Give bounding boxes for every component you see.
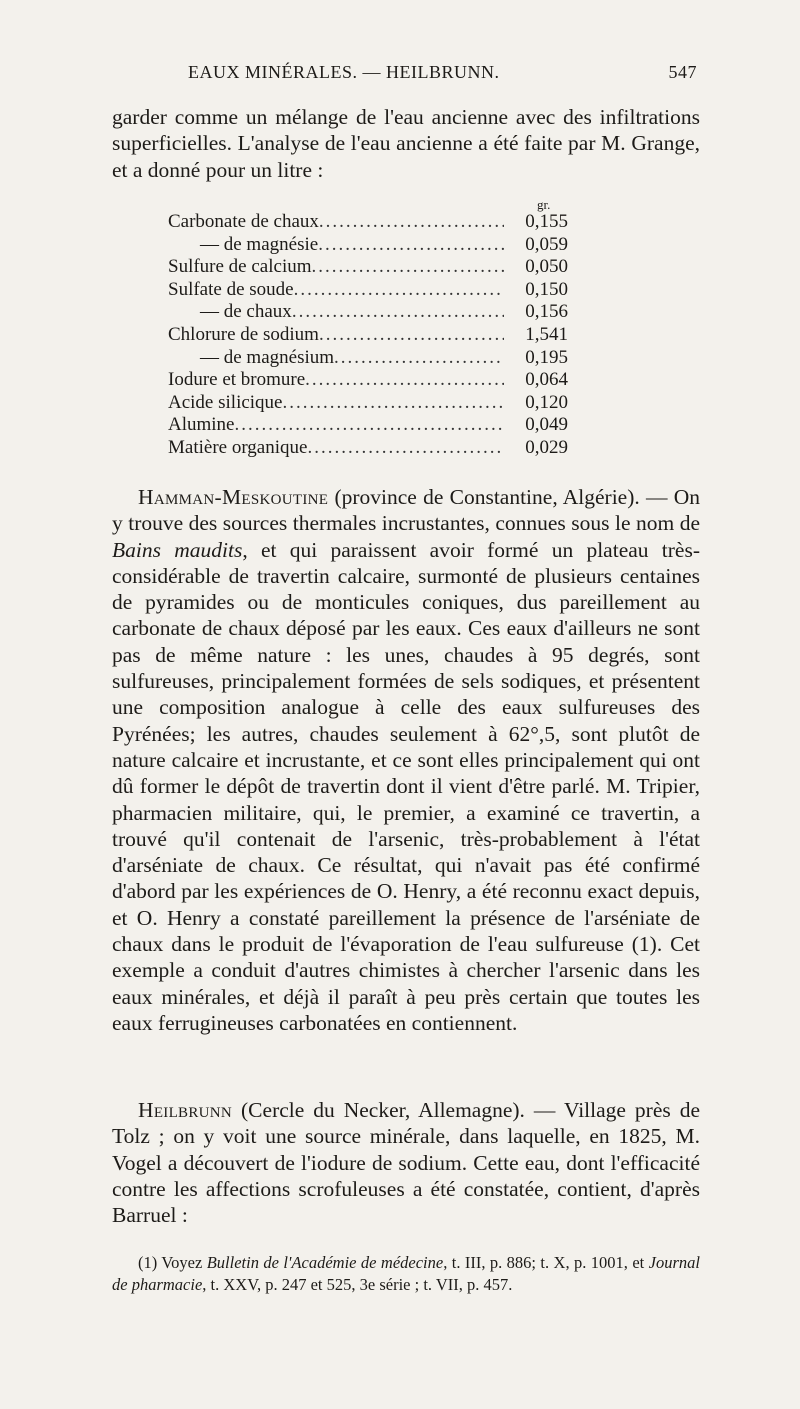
intro-text: garder comme un mélange de l'eau ancienne avec des infiltrations superficielles. L'analyse de l'eau ancienne a été faite par M. Grange, et a donné pour un litre : [112, 105, 700, 182]
footnote-italic-2: Journal de pharmacie [112, 1253, 700, 1294]
leader-dots [305, 369, 504, 392]
hamman-paragraph [112, 484, 700, 1036]
table-unit: gr. [537, 197, 551, 212]
leader-dots [334, 347, 504, 370]
compound-value: 0,195 [525, 346, 568, 368]
compound-name: Carbonate de chaux [168, 211, 319, 232]
footnote-italic-1: Bulletin de l'Académie de médecine [206, 1253, 444, 1272]
table-row [168, 369, 568, 392]
compound-name: Sulfure de calcium [168, 256, 312, 278]
footnote-tail: , t. XXV, p. 247 et 525, 3e série ; t. VII, p. 457. [202, 1275, 513, 1294]
compound-value: 0,059 [525, 233, 568, 255]
compound-value: 0,150 [525, 278, 568, 300]
heilbrunn-paragraph [112, 1097, 700, 1228]
table-row [168, 347, 568, 370]
intro-paragraph [112, 104, 700, 183]
table-row [168, 301, 568, 324]
heilbrunn-text: (Cercle du Necker, Allemagne). — Village près de Tolz ; on y voit une source minérale, dans laquelle, en 1825, M. Vogel a découvert de l'iodure de sodium. Cette eau, dont l'efficacité contre les affections scrofuleuses a été constatée, contient, d'après Barruel : [112, 1098, 700, 1228]
footnote-mid: , t. III, p. 886; t. X, p. 1001, et [443, 1253, 649, 1272]
compound-name: Chlorure de sodium [168, 323, 319, 345]
table-row [168, 256, 568, 279]
compound-name: Alumine [168, 414, 235, 436]
compound-value: 1,541 [525, 323, 568, 345]
compound-value: 0,156 [525, 301, 568, 323]
hamman-italic: Bains maudits [112, 537, 243, 562]
leader-dots [312, 256, 504, 279]
leader-dots [318, 234, 504, 257]
header-title: EAUX MINÉRALES. — HEILBRUNN. [188, 62, 500, 82]
compound-name: Acide silicique [168, 391, 283, 413]
compound-value: 0,029 [525, 436, 568, 458]
compound-value: 0,064 [525, 369, 568, 391]
table-row [168, 392, 568, 415]
leader-dots [319, 324, 504, 347]
leader-dots [319, 211, 504, 234]
compound-name: — de chaux [200, 301, 292, 323]
leader-dots [283, 392, 505, 415]
table-row [168, 211, 568, 234]
heilbrunn-heading: Heilbrunn [138, 1098, 233, 1122]
analysis-table [168, 211, 568, 460]
compound-name: Matière organique [168, 436, 308, 458]
leader-dots [294, 279, 504, 302]
table-row [168, 414, 568, 437]
compound-value: 0,120 [525, 391, 568, 413]
compound-value: 0,155 [525, 211, 568, 232]
table-row [168, 279, 568, 302]
compound-name: Iodure et bromure [168, 369, 306, 391]
footnote [112, 1252, 700, 1296]
compound-name: — de magnésie [200, 233, 319, 255]
footnote-lead: (1) Voyez [138, 1253, 207, 1272]
leader-dots [235, 414, 505, 437]
compound-name: — de magnésium [200, 346, 335, 368]
hamman-heading: Hamman-Meskoutine [138, 485, 329, 509]
table-row [168, 324, 568, 347]
running-header [112, 62, 697, 88]
compound-value: 0,049 [525, 414, 568, 436]
page-number: 547 [668, 62, 697, 82]
leader-dots [307, 437, 504, 460]
leader-dots [292, 301, 504, 324]
compound-name: Sulfate de soude [168, 278, 294, 300]
hamman-text-2: , et qui paraissent avoir formé un plateau très-considérable de travertin calcaire, surmonté de plusieurs centaines de pyramides ou de monticules coniques, dus pareillement au carbonate de chaux déposé par les eaux. Ces eaux d'ailleurs ne sont pas de même nature : les unes, chaudes à 95 degrés, sont sulfureuses, principalement formées de sels sodiques, et présentent une composition analogue à celle des eaux sulfureuses des Pyrénées; les autres, chaudes seulement à 62°,5, sont plutôt de nature calcaire et incrustante, et ce sont elles principalement qui ont dû former le dépôt de travertin dont il vient d'être parlé. M. Tripier, pharmacien militaire, qui, le premier, a examiné ce travertin, a trouvé qu'il contenait de l'arsenic, très-probablement à l'état d'arséniate de chaux. Ce résultat, qui n'avait pas été confirmé d'abord par les expériences de O. Henry, a été reconnu exact depuis, et O. Henry a constaté pareillement la présence de l'arséniate de chaux dans le produit de l'évaporation de l'eau sulfureuse (1). Cet exemple a conduit d'autres chimistes à chercher l'arsenic dans les eaux minérales, et déjà il paraît à peu près certain que toutes les eaux ferrugineuses carbonatées en contiennent. [112, 537, 700, 1035]
table-row [168, 234, 568, 257]
compound-value: 0,050 [525, 256, 568, 278]
table-row [168, 437, 568, 460]
hamman-text-1: (province de Constantine, Algérie). — On y trouve des sources thermales incrustantes, connues sous le nom de [112, 485, 700, 536]
